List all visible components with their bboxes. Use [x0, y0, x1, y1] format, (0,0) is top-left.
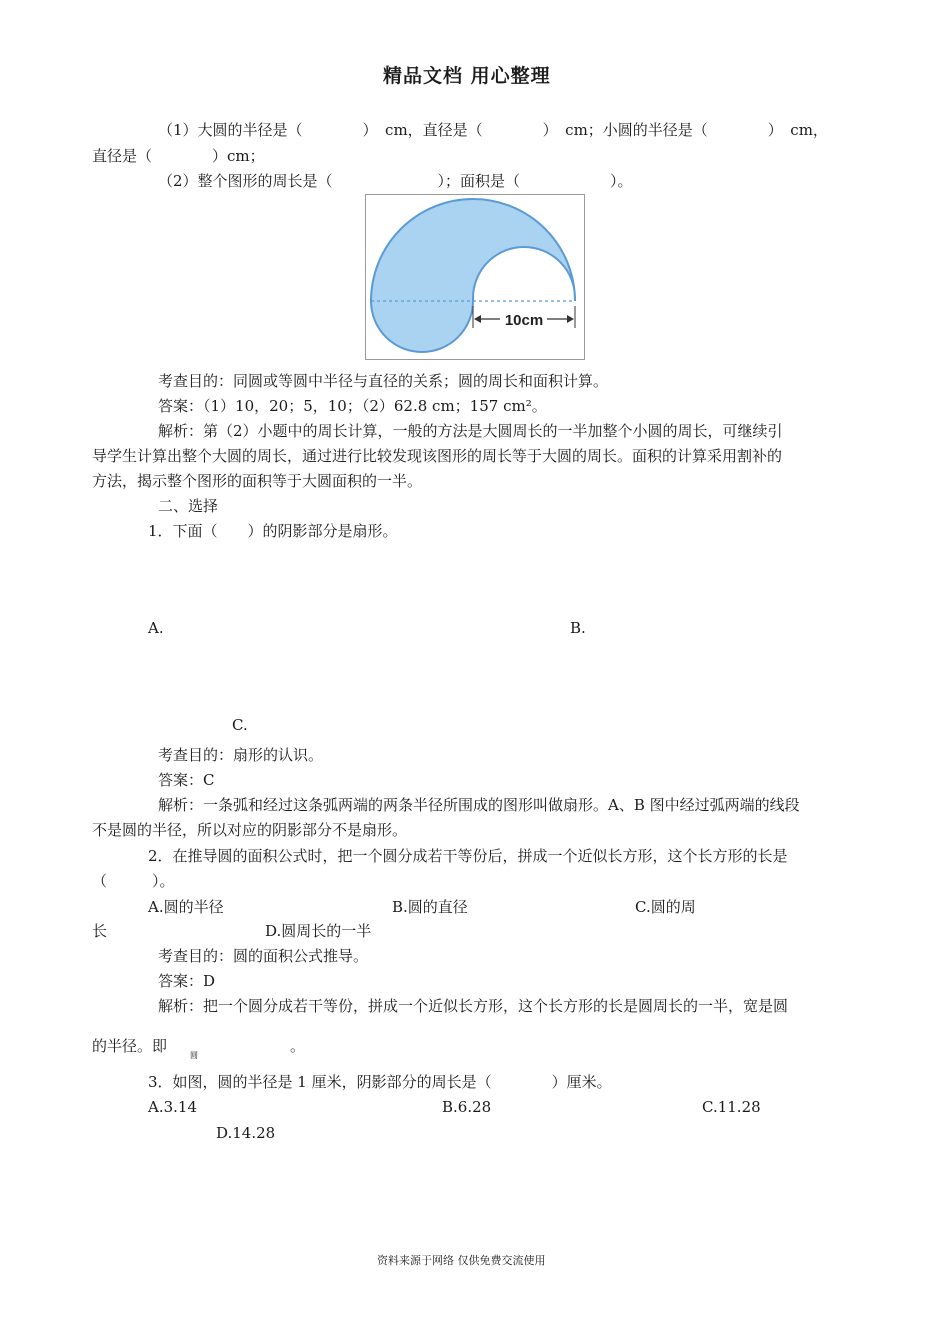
analysis-2-line2: 不是圆的半径，所以对应的阴影部分不是扇形。 [92, 821, 408, 839]
choice1-stem: 1．下面（ ）的阴影部分是扇形。 [148, 522, 398, 540]
q1-line2: 直径是（ ）cm； [92, 147, 265, 165]
section-heading: 二、选择 [158, 497, 219, 515]
q1-line1: （1）大圆的半径是（ ） cm，直径是（ ） cm；小圆的半径是（ ） cm， [158, 121, 828, 139]
semicircle-figure [365, 194, 585, 360]
analysis-3-end: 。 [290, 1037, 306, 1055]
analysis-3-formula-subscript: 圆 [190, 1051, 198, 1060]
answer-1: 答案：（1）10，20；5，10；（2）62.8 cm；157 cm²。 [158, 397, 547, 415]
choice2-option-d: D.圆周长的一半 [265, 922, 372, 940]
analysis-1-line2: 导学生计算出整个大圆的周长，通过进行比较发现该图形的周长等于大圆的周长。面积的计算采用割补的 [92, 447, 783, 465]
answer-2: 答案：C [158, 771, 215, 789]
analysis-3-line1: 解析：把一个圆分成若干等份，拼成一个近似长方形，这个长方形的长是圆周长的一半，宽是圆 [158, 997, 789, 1015]
choice2-stem-line1: 2．在推导圆的面积公式时，把一个圆分成若干等份后，拼成一个近似长方形，这个长方形的长是 [148, 847, 788, 865]
choice3-stem: 3．如图，圆的半径是 1 厘米，阴影部分的周长是（ ）厘米。 [148, 1073, 612, 1091]
dimension-label: 10cm [504, 312, 544, 329]
page-title: 精品文档 用心整理 [383, 65, 551, 87]
choice3-option-d: D.14.28 [216, 1124, 276, 1142]
choice1-option-c: C. [232, 716, 248, 734]
semicircle-diagram [365, 194, 585, 360]
choice2-option-a: A.圆的半径 [148, 898, 224, 916]
analysis-3-line2: 的半径。即 [92, 1037, 168, 1055]
page-footer: 资料来源于网络 仅供免费交流使用 [377, 1254, 546, 1267]
q2-line: （2）整个图形的周长是（ ）；面积是（ ）。 [158, 172, 633, 190]
analysis-1-line3: 方法，揭示整个图形的面积等于大圆面积的一半。 [92, 472, 423, 490]
choice2-option-b: B.圆的直径 [392, 898, 468, 916]
choice2-stem-line2: （ ）。 [92, 872, 175, 890]
analysis-2-line1: 解析：一条弧和经过这条弧两端的两条半径所围成的图形叫做扇形。A、B 图中经过弧两端的线段 [158, 796, 800, 814]
purpose-3: 考查目的：圆的面积公式推导。 [158, 947, 369, 965]
choice3-option-c: C.11.28 [702, 1098, 761, 1116]
choice3-option-b: B.6.28 [442, 1098, 492, 1116]
choice1-option-b: B. [570, 619, 586, 637]
choice2-option-c-part2: 长 [92, 922, 108, 940]
answer-3: 答案：D [158, 972, 216, 990]
analysis-1-line1: 解析：第（2）小题中的周长计算，一般的方法是大圆周长的一半加整个小圆的周长，可继续引 [158, 422, 783, 440]
choice3-option-a: A.3.14 [148, 1098, 197, 1116]
choice1-option-a: A. [148, 619, 164, 637]
purpose-1: 考查目的：同圆或等圆中半径与直径的关系；圆的周长和面积计算。 [158, 372, 609, 390]
choice2-option-c-part1: C.圆的周 [635, 898, 696, 916]
purpose-2: 考查目的：扇形的认识。 [158, 746, 324, 764]
